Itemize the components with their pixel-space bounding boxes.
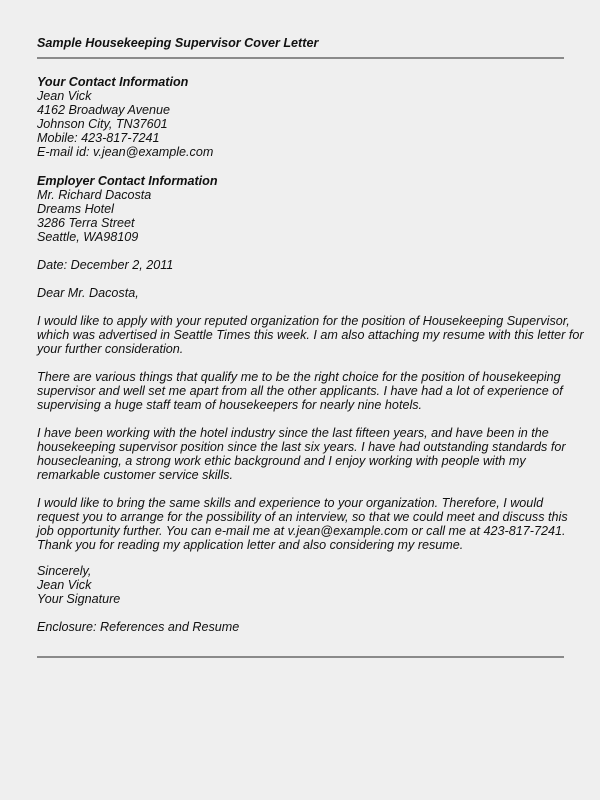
employer-contact-block: [37, 174, 218, 244]
contact-line: Mobile: 423-817-7241: [37, 131, 160, 145]
closing-line: Jean Vick: [37, 578, 92, 592]
bottom-divider: [37, 656, 564, 658]
contact-line: 3286 Terra Street: [37, 216, 135, 230]
closing-line: Your Signature: [37, 592, 121, 606]
paragraph-4: [37, 496, 568, 552]
document-title: Sample Housekeeping Supervisor Cover Letter: [37, 36, 319, 50]
paragraph-line: There are various things that qualify me to be the right choice for the position of housekeeping: [37, 370, 561, 384]
paragraph-line: I would like to apply with your reputed organization for the position of Housekeeping Supervisor,: [37, 314, 570, 328]
paragraph-line: which was advertised in Seattle Times this week. I am also attaching my resume with this letter for: [37, 328, 584, 342]
paragraph-line: housekeeping supervisor position since the last six years. I have had outstanding standards for: [37, 440, 566, 454]
contact-line: 4162 Broadway Avenue: [37, 103, 171, 117]
paragraph-2: [37, 370, 563, 412]
paragraph-3: [37, 426, 566, 482]
paragraph-line: supervising a huge staff team of housekeepers for nearly nine hotels.: [37, 398, 423, 412]
your-contact-block: [37, 75, 213, 159]
top-divider: [37, 57, 564, 59]
section-heading: Employer Contact Information: [37, 174, 218, 188]
contact-line: E-mail id: v.jean@example.com: [37, 145, 214, 159]
paragraph-line: request you to arrange for the possibility of an interview, so that we could meet and discuss this: [37, 510, 568, 524]
enclosure-note: Enclosure: References and Resume: [37, 620, 240, 634]
contact-line: Johnson City, TN37601: [37, 117, 168, 131]
salutation: Dear Mr. Dacosta,: [37, 286, 139, 300]
paragraph-line: I would like to bring the same skills and experience to your organization. Therefore, I would: [37, 496, 544, 510]
closing-block: [37, 564, 120, 606]
paragraph-line: job opportunity further. You can e-mail me at v.jean@example.com or call me at 423-817-7241.: [37, 524, 566, 538]
paragraph-line: I have been working with the hotel industry since the last fifteen years, and have been in the: [37, 426, 549, 440]
paragraph-line: Thank you for reading my application letter and also considering my resume.: [37, 538, 464, 552]
contact-line: Jean Vick: [37, 89, 92, 103]
paragraph-line: supervisor and well set me apart from all the other applicants. I have had a lot of experience of: [37, 384, 563, 398]
paragraph-line: housecleaning, a strong work ethic background and I enjoy working with people with my: [37, 454, 526, 468]
paragraph-line: remarkable customer service skills.: [37, 468, 233, 482]
letter-date: Date: December 2, 2011: [37, 258, 174, 272]
contact-line: Dreams Hotel: [37, 202, 114, 216]
contact-line: Mr. Richard Dacosta: [37, 188, 152, 202]
paragraph-1: [37, 314, 584, 356]
contact-line: Seattle, WA98109: [37, 230, 139, 244]
closing-line: Sincerely,: [37, 564, 92, 578]
section-heading: Your Contact Information: [37, 75, 189, 89]
paragraph-line: your further consideration.: [37, 342, 184, 356]
